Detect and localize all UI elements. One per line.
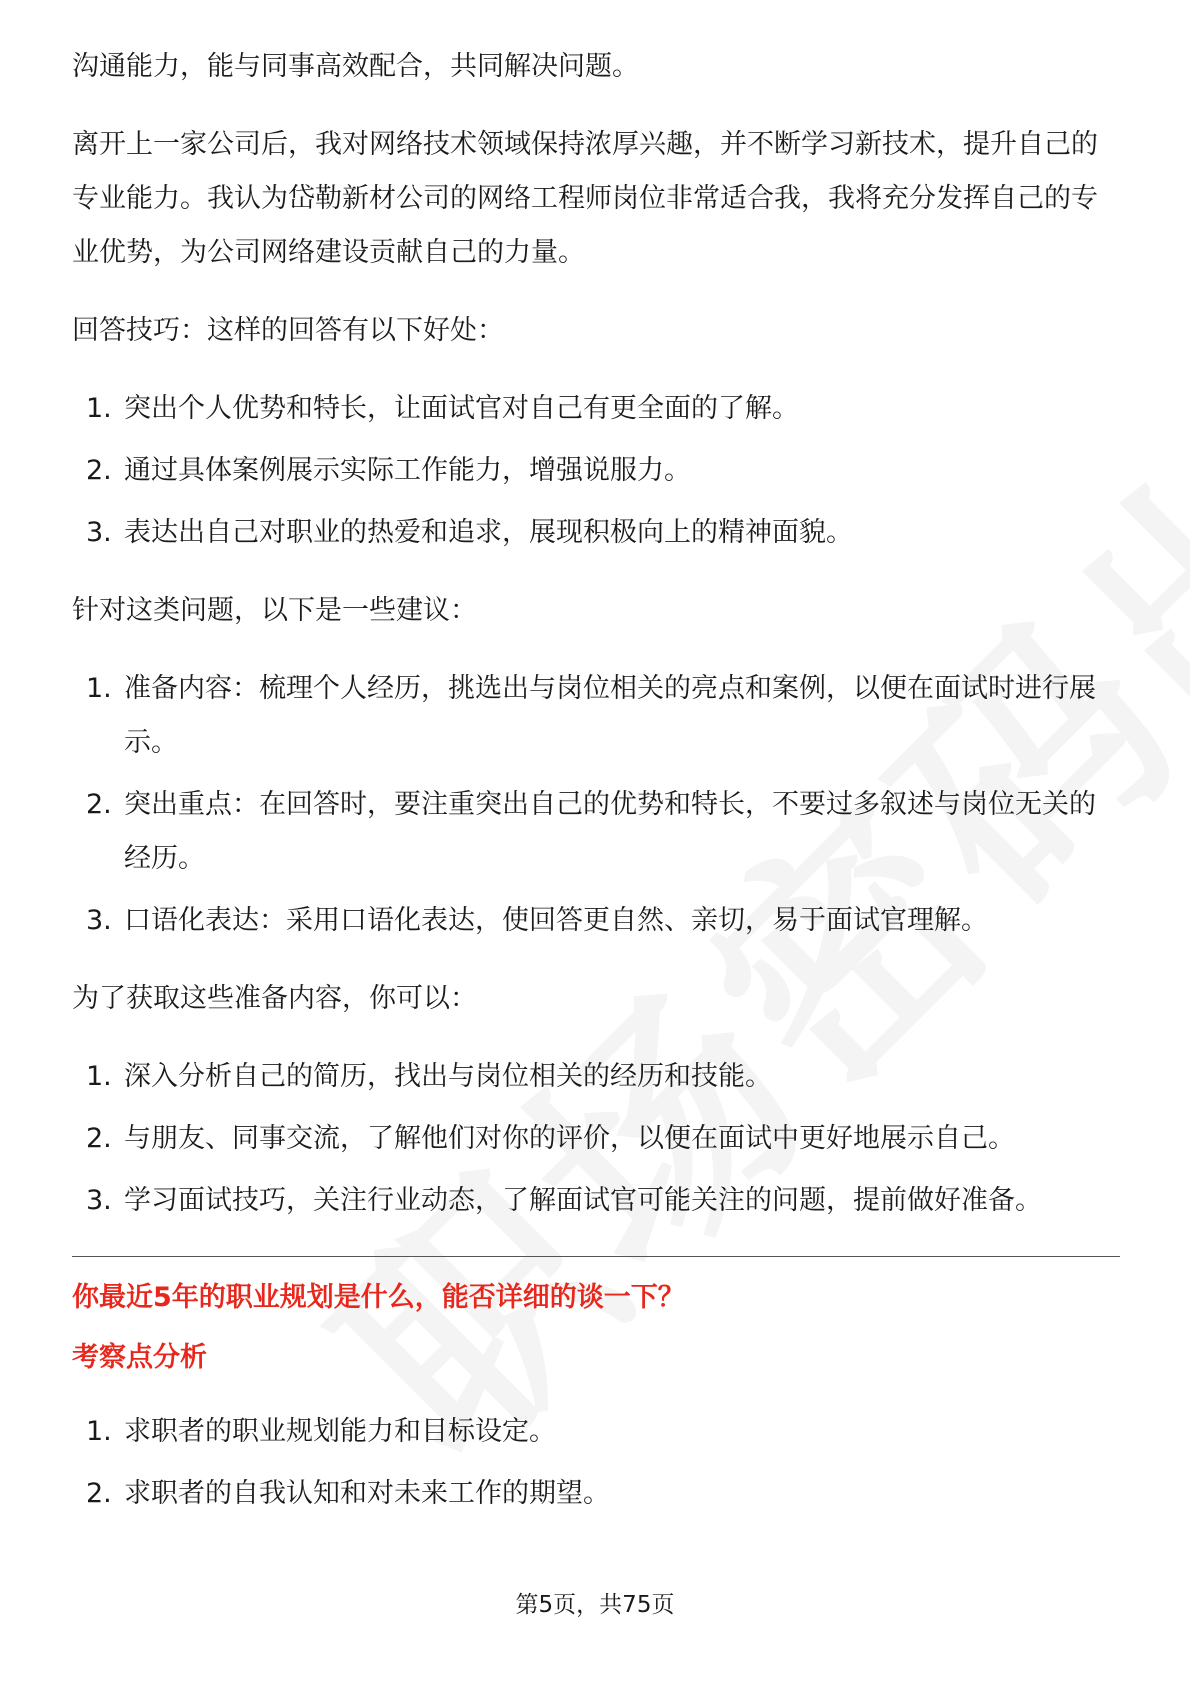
list-item	[72, 1405, 1120, 1459]
list-item	[72, 506, 1120, 560]
section-divider	[72, 1256, 1120, 1257]
list-item	[72, 1467, 1120, 1521]
paragraph-communication: 沟通能力，能与同事高效配合，共同解决问题。	[72, 51, 639, 82]
benefits-list	[72, 382, 1120, 560]
list-item	[72, 1112, 1120, 1166]
paragraph-methods-intro: 为了获取这些准备内容，你可以：	[72, 983, 477, 1014]
list-item	[72, 662, 1120, 770]
list-item	[72, 778, 1120, 886]
list-number: 3.	[86, 517, 112, 548]
paragraph-answer-tips: 回答技巧：这样的回答有以下好处：	[72, 315, 504, 346]
list-number: 2.	[86, 455, 112, 486]
list-text: 与朋友、同事交流，了解他们对你的评价，以便在面试中更好地展示自己。	[124, 1123, 1015, 1154]
list-item	[72, 894, 1120, 948]
list-text: 口语化表达：采用口语化表达，使回答更自然、亲切，易于面试官理解。	[124, 905, 988, 936]
question-title: 你最近5年的职业规划是什么，能否详细的谈一下？	[72, 1282, 685, 1313]
list-text: 准备内容：梳理个人经历，挑选出与岗位相关的亮点和案例，以便在面试时进行展示。	[124, 673, 1096, 758]
list-item	[72, 444, 1120, 498]
list-number: 2.	[86, 789, 112, 820]
list-text: 突出重点：在回答时，要注重突出自己的优势和特长，不要过多叙述与岗位无关的经历。	[124, 789, 1096, 874]
document-page	[72, 40, 1120, 1545]
list-item	[72, 1174, 1120, 1228]
list-item	[72, 382, 1120, 436]
page-footer: 第5页，共75页	[515, 1592, 675, 1618]
list-text: 通过具体案例展示实际工作能力，增强说服力。	[124, 455, 691, 486]
list-number: 2.	[86, 1123, 112, 1154]
list-number: 2.	[86, 1478, 112, 1509]
list-number: 1.	[86, 673, 112, 704]
list-number: 1.	[86, 1416, 112, 1447]
list-text: 学习面试技巧，关注行业动态，了解面试官可能关注的问题，提前做好准备。	[124, 1185, 1042, 1216]
analysis-points-list	[72, 1405, 1120, 1521]
list-number: 3.	[86, 905, 112, 936]
list-number: 1.	[86, 1061, 112, 1092]
list-text: 求职者的职业规划能力和目标设定。	[124, 1416, 556, 1447]
suggestions-list	[72, 662, 1120, 948]
list-number: 3.	[86, 1185, 112, 1216]
list-text: 深入分析自己的简历，找出与岗位相关的经历和技能。	[124, 1061, 772, 1092]
list-number: 1.	[86, 393, 112, 424]
paragraph-suggestions-intro: 针对这类问题，以下是一些建议：	[72, 595, 477, 626]
methods-list	[72, 1050, 1120, 1228]
list-text: 求职者的自我认知和对未来工作的期望。	[124, 1478, 610, 1509]
list-text: 突出个人优势和特长，让面试官对自己有更全面的了解。	[124, 393, 799, 424]
paragraph-after-leaving: 离开上一家公司后，我对网络技术领域保持浓厚兴趣，并不断学习新技术，提升自己的专业能力。我认为岱勒新材公司的网络工程师岗位非常适合我，我将充分发挥自己的专业优势，为公司网络建设贡献自己的力量。	[72, 129, 1098, 268]
list-text: 表达出自己对职业的热爱和追求，展现积极向上的精神面貌。	[124, 517, 853, 548]
analysis-subtitle: 考察点分析	[72, 1342, 207, 1373]
list-item	[72, 1050, 1120, 1104]
